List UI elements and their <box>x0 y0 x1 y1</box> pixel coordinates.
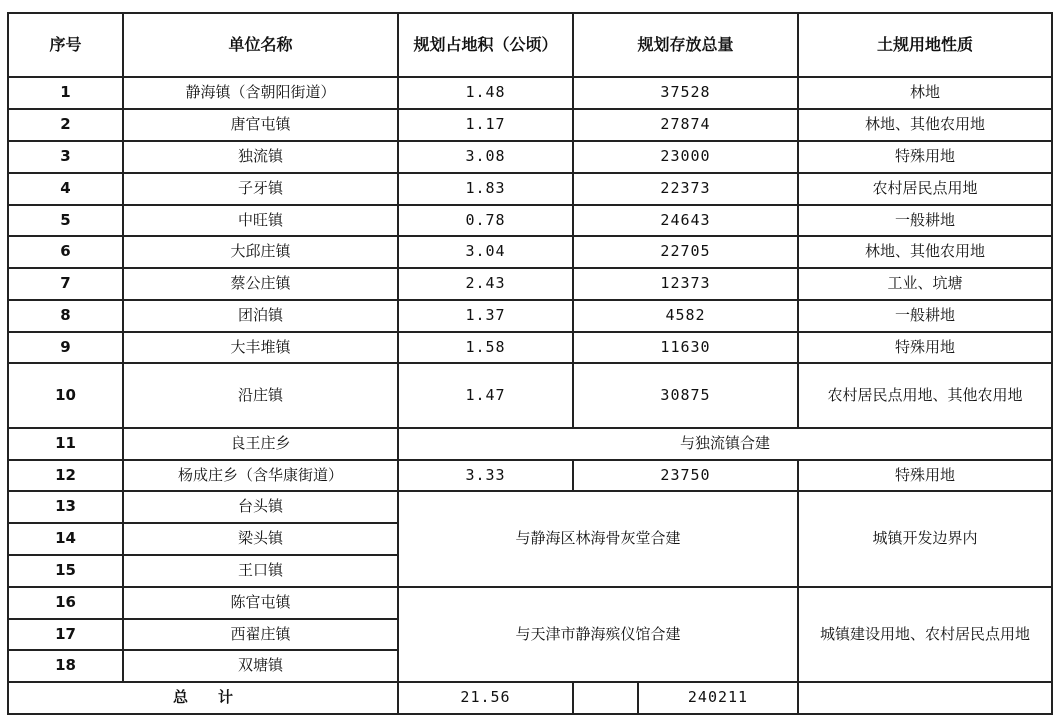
table-row <box>8 268 1052 300</box>
cell-area: 1.83 <box>398 173 573 205</box>
cell-area: 3.08 <box>398 141 573 173</box>
total-land-type <box>798 682 1052 714</box>
cell-name: 沿庄镇 <box>123 363 398 427</box>
cell-index: 15 <box>8 555 123 587</box>
cell-area: 3.33 <box>398 460 573 492</box>
header-capacity: 规划存放总量 <box>573 13 798 77</box>
header-land-type: 土规用地性质 <box>798 13 1052 77</box>
table-row <box>8 173 1052 205</box>
cell-name: 静海镇（含朝阳街道） <box>123 77 398 109</box>
data-table <box>7 12 1053 715</box>
cell-index: 14 <box>8 523 123 555</box>
total-label: 总计 <box>8 682 398 714</box>
total-area: 21.56 <box>398 682 573 714</box>
cell-index: 1 <box>8 77 123 109</box>
cell-land-type: 林地 <box>798 77 1052 109</box>
cell-area: 2.43 <box>398 268 573 300</box>
cell-index: 2 <box>8 109 123 141</box>
cell-name: 唐官屯镇 <box>123 109 398 141</box>
total-spacer <box>573 682 638 714</box>
cell-land-type: 农村居民点用地、其他农用地 <box>798 363 1052 427</box>
cell-name: 双塘镇 <box>123 650 398 682</box>
cell-index: 9 <box>8 332 123 364</box>
cell-name: 西翟庄镇 <box>123 619 398 651</box>
cell-merged-note: 与独流镇合建 <box>398 428 1052 460</box>
total-row <box>8 682 1052 714</box>
cell-name: 大邱庄镇 <box>123 236 398 268</box>
table-row <box>8 300 1052 332</box>
cell-area: 1.58 <box>398 332 573 364</box>
cell-group2-merged: 与天津市静海殡仪馆合建 <box>398 587 798 682</box>
cell-index: 10 <box>8 363 123 427</box>
cell-index: 12 <box>8 460 123 492</box>
cell-index: 18 <box>8 650 123 682</box>
cell-capacity: 22705 <box>573 236 798 268</box>
cell-land-type: 一般耕地 <box>798 205 1052 237</box>
table-row <box>8 460 1052 492</box>
table-row <box>8 109 1052 141</box>
table-row <box>8 77 1052 109</box>
cell-group2-land-type: 城镇建设用地、农村居民点用地 <box>798 587 1052 682</box>
cell-land-type: 特殊用地 <box>798 332 1052 364</box>
cell-area: 1.17 <box>398 109 573 141</box>
cell-capacity: 23000 <box>573 141 798 173</box>
table-row <box>8 205 1052 237</box>
cell-land-type: 一般耕地 <box>798 300 1052 332</box>
cell-land-type: 林地、其他农用地 <box>798 236 1052 268</box>
total-capacity: 240211 <box>638 682 798 714</box>
cell-index: 17 <box>8 619 123 651</box>
cell-name: 蔡公庄镇 <box>123 268 398 300</box>
cell-capacity: 4582 <box>573 300 798 332</box>
table-row <box>8 491 1052 523</box>
header-index: 序号 <box>8 13 123 77</box>
cell-name: 杨成庄乡（含华康街道） <box>123 460 398 492</box>
cell-index: 11 <box>8 428 123 460</box>
cell-name: 陈官屯镇 <box>123 587 398 619</box>
cell-area: 0.78 <box>398 205 573 237</box>
cell-name: 梁头镇 <box>123 523 398 555</box>
cell-land-type: 特殊用地 <box>798 460 1052 492</box>
table-row <box>8 332 1052 364</box>
cell-index: 8 <box>8 300 123 332</box>
header-name: 单位名称 <box>123 13 398 77</box>
cell-name: 台头镇 <box>123 491 398 523</box>
cell-area: 1.47 <box>398 363 573 427</box>
cell-index: 5 <box>8 205 123 237</box>
cell-capacity: 37528 <box>573 77 798 109</box>
cell-capacity: 24643 <box>573 205 798 237</box>
table-row <box>8 587 1052 619</box>
table-row <box>8 363 1052 427</box>
cell-index: 16 <box>8 587 123 619</box>
cell-index: 4 <box>8 173 123 205</box>
cell-capacity: 23750 <box>573 460 798 492</box>
header-area: 规划占地积（公顷） <box>398 13 573 77</box>
cell-group1-land-type: 城镇开发边界内 <box>798 491 1052 586</box>
cell-area: 1.37 <box>398 300 573 332</box>
table-row <box>8 428 1052 460</box>
cell-land-type: 工业、坑塘 <box>798 268 1052 300</box>
cell-group1-merged: 与静海区林海骨灰堂合建 <box>398 491 798 586</box>
table-container <box>7 12 1051 715</box>
cell-area: 3.04 <box>398 236 573 268</box>
cell-name: 大丰堆镇 <box>123 332 398 364</box>
cell-name: 团泊镇 <box>123 300 398 332</box>
cell-name: 王口镇 <box>123 555 398 587</box>
cell-capacity: 30875 <box>573 363 798 427</box>
cell-name: 子牙镇 <box>123 173 398 205</box>
header-row <box>8 13 1052 77</box>
table-row <box>8 236 1052 268</box>
cell-land-type: 农村居民点用地 <box>798 173 1052 205</box>
cell-capacity: 11630 <box>573 332 798 364</box>
cell-index: 13 <box>8 491 123 523</box>
cell-name: 良王庄乡 <box>123 428 398 460</box>
cell-index: 6 <box>8 236 123 268</box>
table-row <box>8 141 1052 173</box>
cell-area: 1.48 <box>398 77 573 109</box>
cell-land-type: 林地、其他农用地 <box>798 109 1052 141</box>
cell-index: 7 <box>8 268 123 300</box>
cell-capacity: 27874 <box>573 109 798 141</box>
cell-index: 3 <box>8 141 123 173</box>
cell-name: 中旺镇 <box>123 205 398 237</box>
cell-capacity: 22373 <box>573 173 798 205</box>
cell-capacity: 12373 <box>573 268 798 300</box>
cell-land-type: 特殊用地 <box>798 141 1052 173</box>
cell-name: 独流镇 <box>123 141 398 173</box>
